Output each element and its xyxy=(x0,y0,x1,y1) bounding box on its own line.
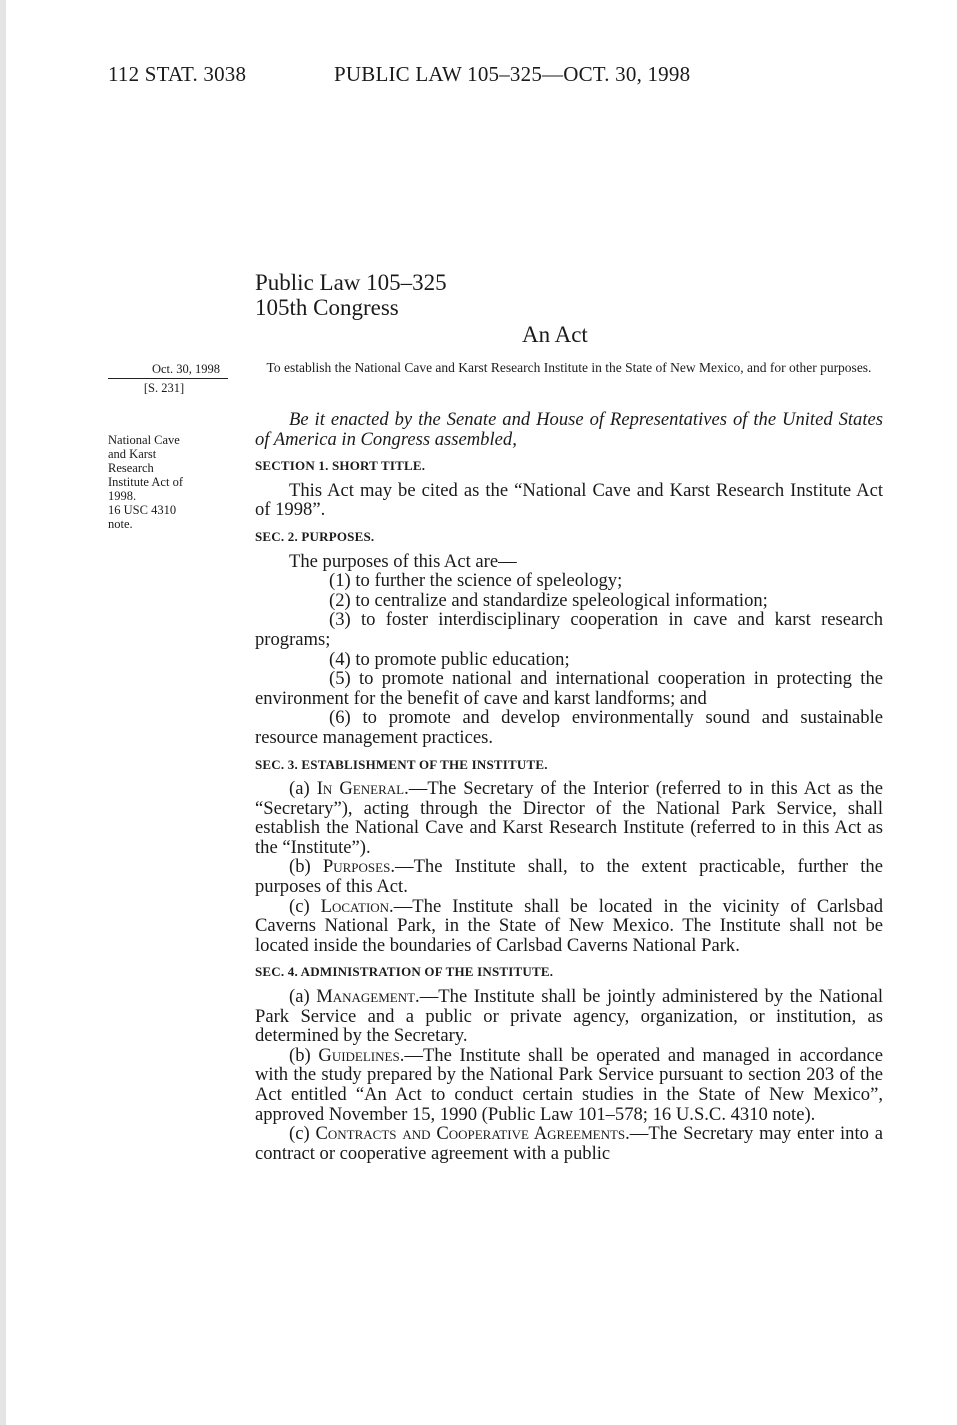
subsection xyxy=(255,857,883,896)
purpose-item: (2) to centralize and standardize speleological information; xyxy=(329,589,768,611)
section-heading: SEC. 4. ADMINISTRATION OF THE INSTITUTE. xyxy=(255,964,554,980)
purpose-item: (5) to promote national and international cooperation in protecting the environment for the benefit of cave and karst landforms; and xyxy=(255,668,883,709)
subsection xyxy=(255,1046,883,1124)
margin-note-line: 16 USC 4310 xyxy=(108,503,177,517)
purpose-item: (3) to foster interdisciplinary cooperation in cave and karst research programs; xyxy=(255,609,883,650)
subsection-text: —The Institute shall be located in the vicinity of Carlsbad Caverns National Park, in the State of New Mexico. The Institute shall not be located inside the boundaries of Carlsbad Caverns National Park. xyxy=(255,895,883,956)
subsection-text: —The Secretary may enter into a contract or cooperative agreement with a public xyxy=(255,1123,884,1164)
margin-note-line: National Cave xyxy=(108,433,180,447)
subsection-caption: Management. xyxy=(316,986,420,1008)
congress-number: 105th Congress xyxy=(255,295,399,320)
margin-note-line: note. xyxy=(108,517,133,531)
subsection-label: (a) xyxy=(289,986,310,1008)
section-heading: SECTION 1. SHORT TITLE. xyxy=(255,458,426,474)
margin-note-line: and Karst xyxy=(108,447,157,461)
subsection-caption: Purposes. xyxy=(322,856,395,878)
subsection xyxy=(255,987,883,1046)
subsection-text: —The Secretary of the Interior (referred to in this Act as the “Secretary”), acting through the Director of the National Park Service, shall establish the National Cave and Karst Research Institute (referred to in this Act as the “Institute”). xyxy=(255,778,883,858)
enacting-clause: Be it enacted by the Senate and House of Representatives of the United States of America in Congress assembled, xyxy=(255,409,883,450)
bill-number: [S. 231] xyxy=(143,381,185,395)
subsection xyxy=(255,897,883,956)
section-heading: SEC. 2. PURPOSES. xyxy=(255,528,375,544)
margin-note xyxy=(108,433,232,531)
margin-note-line: Institute Act of xyxy=(108,475,183,489)
purpose-item: (1) to further the science of speleology; xyxy=(329,570,623,592)
purpose-item: (6) to promote and develop environmentally sound and sustainable resource management practices. xyxy=(255,707,883,748)
subsection-text: —The Institute shall, to the extent practicable, further the purposes of this Act. xyxy=(255,856,883,898)
margin-note-line: Research xyxy=(108,461,154,475)
purpose-line: To establish the National Cave and Karst Research Institute in the State of New Mexico, and for other purposes. xyxy=(266,360,872,375)
section-intro: The purposes of this Act are— xyxy=(289,550,517,572)
subsection-label: (b) xyxy=(289,1044,311,1066)
section-text: This Act may be cited as the “National Cave and Karst Research Institute Act of 1998”. xyxy=(255,479,883,521)
subsection-text: —The Institute shall be jointly administered by the National Park Service and a public or private agency, organization, or institution, as determined by the Secretary. xyxy=(255,986,883,1047)
subsection-text: —The Institute shall be operated and managed in accordance with the study prepared by the National Park Service pursuant to section 203 of the Act entitled “An Act to conduct certain studies in the State of New Mexico”, approved November 15, 1990 (Public Law 101–578; 16 U.S.C. 4310 note). xyxy=(255,1044,883,1125)
subsection-label: (b) xyxy=(289,856,311,878)
public-law-number: Public Law 105–325 xyxy=(255,270,447,295)
subsection xyxy=(255,779,883,857)
subsection-label: (c) xyxy=(289,1123,310,1145)
subsection-caption: Location. xyxy=(320,895,394,917)
margin-dates xyxy=(108,362,232,395)
subsection-label: (a) xyxy=(289,778,310,800)
section-heading: SEC. 3. ESTABLISHMENT OF THE INSTITUTE. xyxy=(255,756,548,772)
margin-note-line: 1998. xyxy=(108,489,137,503)
scan-edge xyxy=(0,0,6,1425)
purpose-item: (4) to promote public education; xyxy=(329,648,570,670)
subsection xyxy=(255,1124,883,1163)
enactment-date: Oct. 30, 1998 xyxy=(108,362,228,379)
an-act-heading: An Act xyxy=(522,322,588,347)
subsection-label: (c) xyxy=(289,895,310,917)
act-body xyxy=(255,410,883,1163)
title-block xyxy=(255,270,447,320)
subsection-caption: In General. xyxy=(316,778,409,800)
stat-citation: 112 STAT. 3038 xyxy=(108,62,247,86)
subsection-caption: Contracts and Cooperative Agreements. xyxy=(315,1123,630,1145)
subsection-caption: Guidelines. xyxy=(318,1044,405,1066)
running-header xyxy=(108,62,691,87)
law-date-header: PUBLIC LAW 105–325—OCT. 30, 1998 xyxy=(334,62,691,86)
